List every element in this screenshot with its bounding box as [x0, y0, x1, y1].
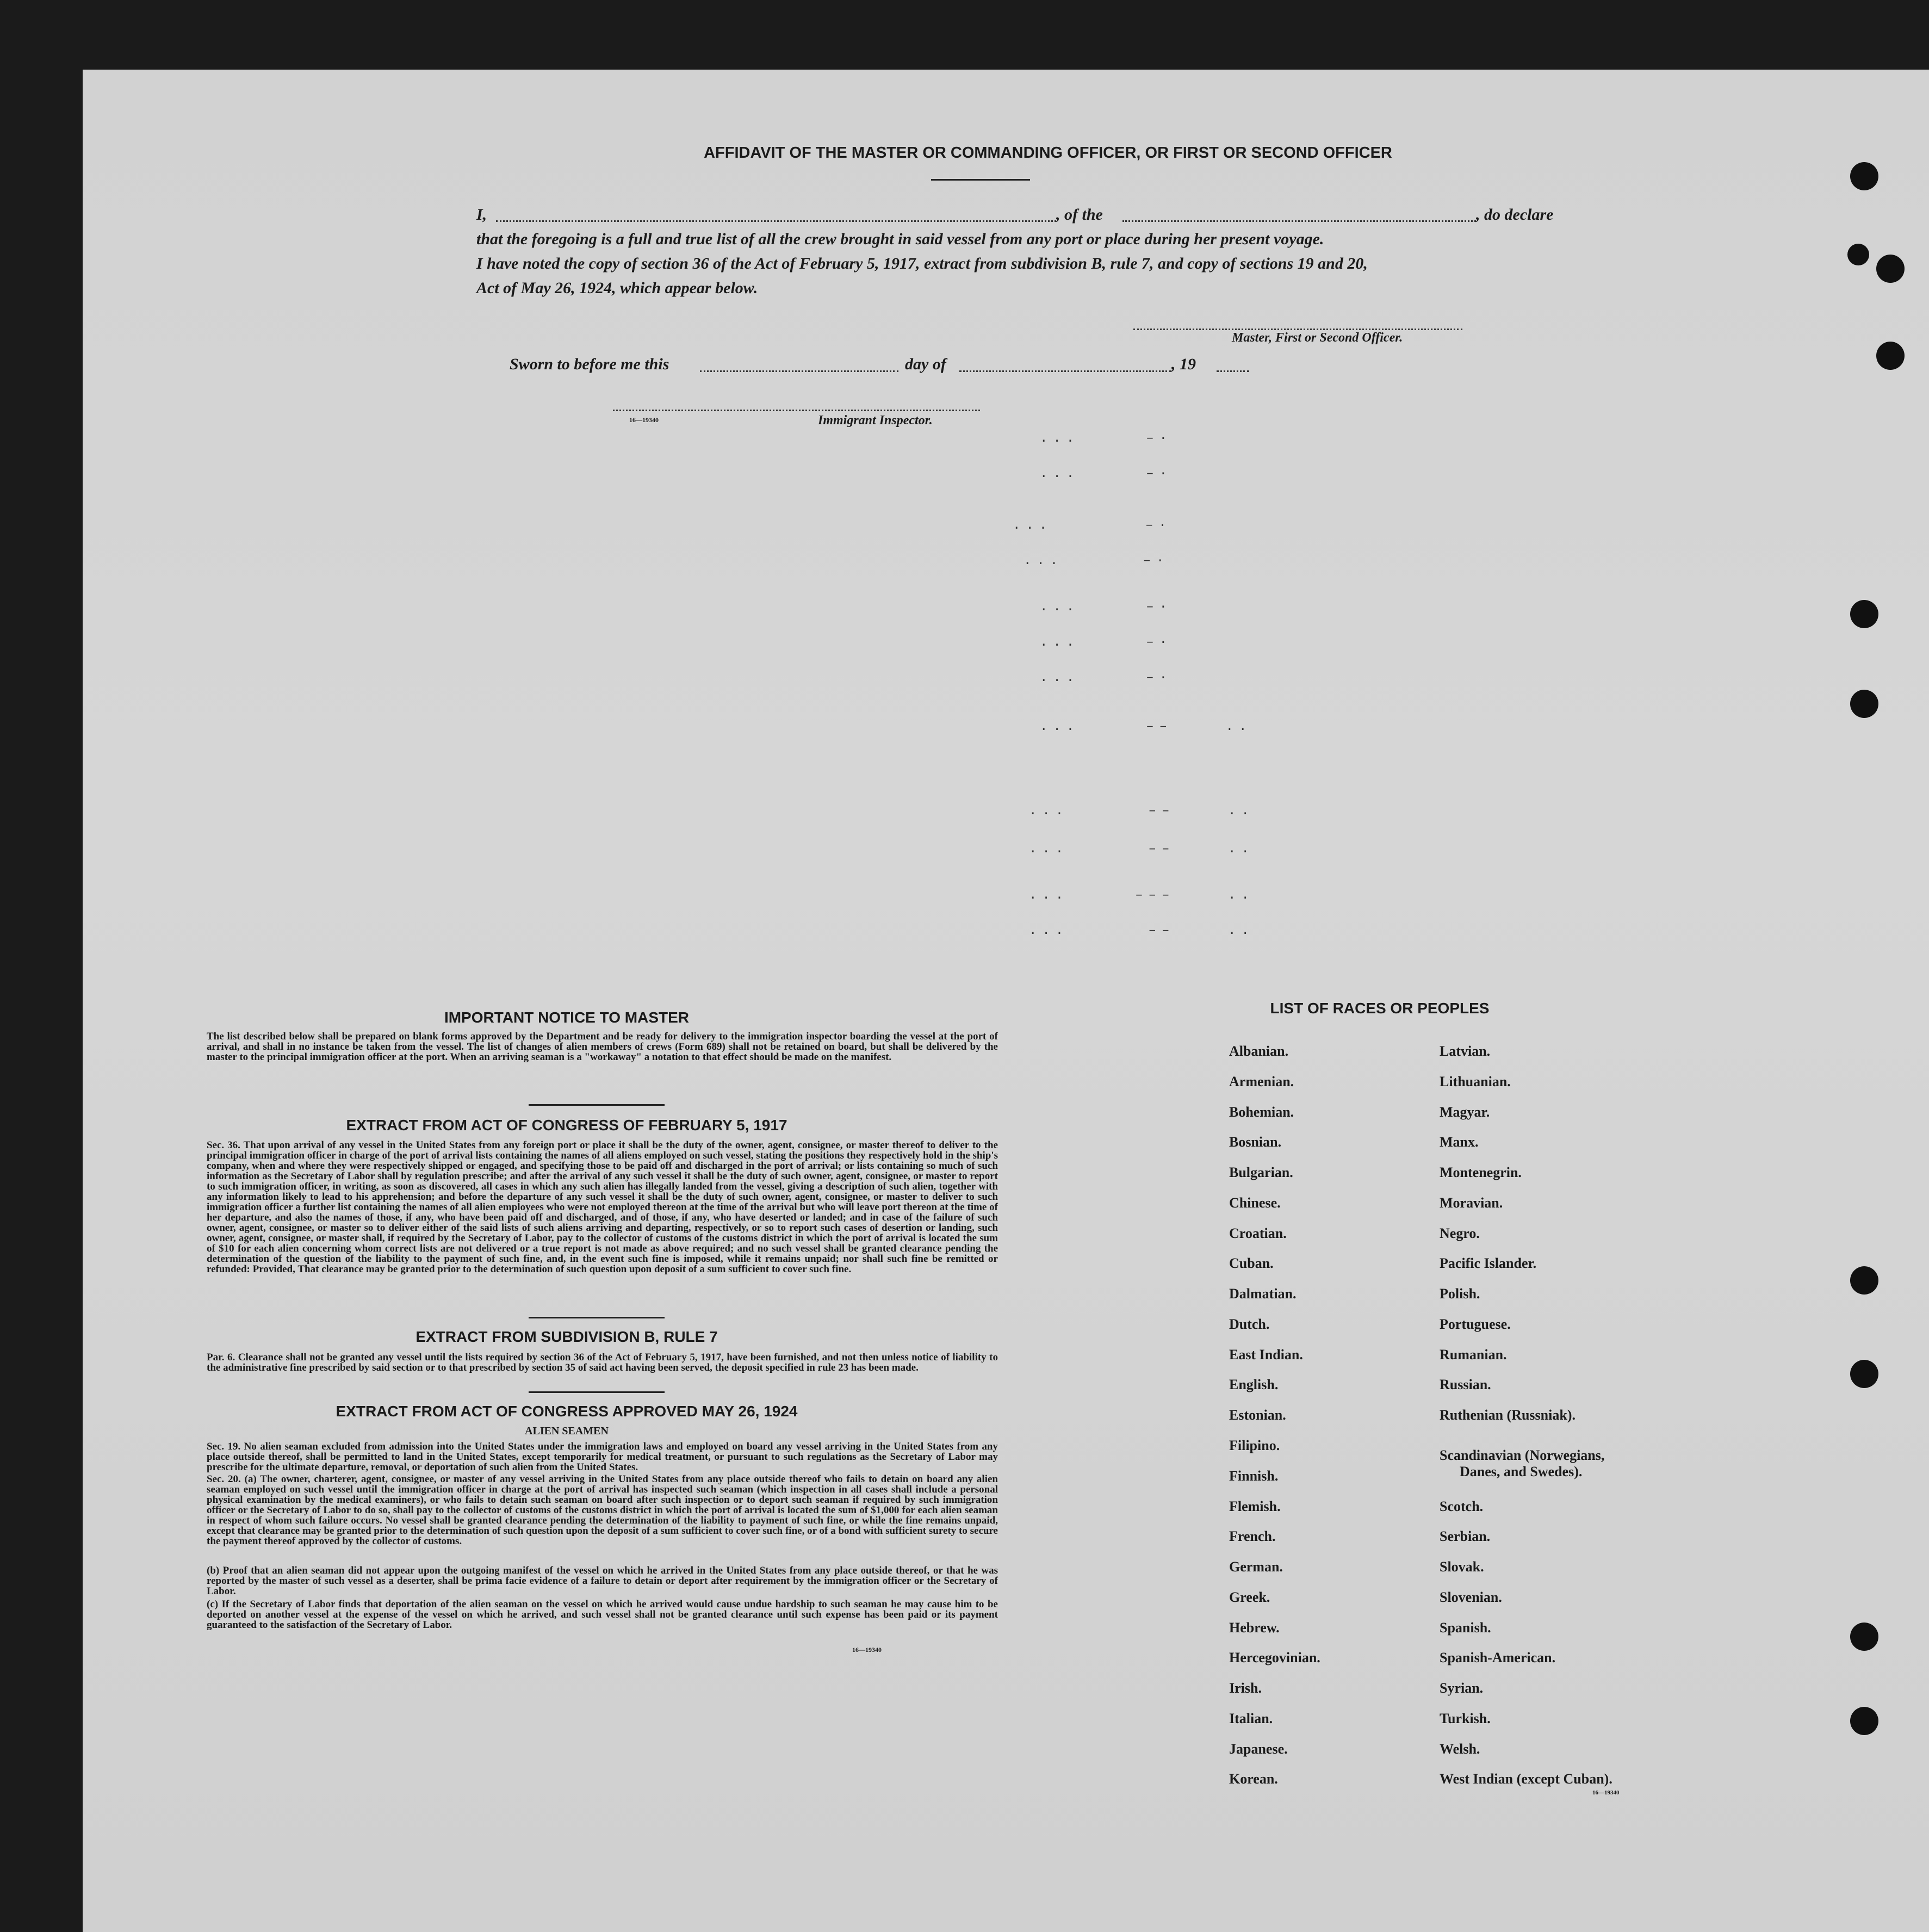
- bleed-marks: ... –·: [1040, 467, 1173, 481]
- form-number: 16—19340: [1592, 1789, 1620, 1796]
- race-item: Armenian.: [1229, 1074, 1294, 1089]
- race-item: Moravian.: [1440, 1195, 1503, 1211]
- divider: [529, 1317, 665, 1318]
- race-item: Bosnian.: [1229, 1134, 1282, 1150]
- divider: [931, 179, 1030, 181]
- race-item: Finnish.: [1229, 1468, 1279, 1484]
- blank-name: [496, 220, 1056, 222]
- inspector-label: Immigrant Inspector.: [818, 413, 933, 428]
- extract-1924-sec19: Sec. 19. No alien seaman excluded from admission into the United States under the immigration laws and employed on board any vessel arriving in the United States from any place outside thereof, shall be permitted to land in the United States, except temporarily for medical treatment, or pursuant to such regulations as the Secretary of Labor may prescribe for the ultimate departure, removal, or deportation of such alien from the United States.: [207, 1441, 998, 1473]
- bleed-marks: ... –– ..: [1029, 842, 1255, 857]
- race-item: Bulgarian.: [1229, 1165, 1293, 1180]
- race-item: Croatian.: [1229, 1225, 1287, 1241]
- race-item: Japanese.: [1229, 1741, 1288, 1757]
- race-item: Korean.: [1229, 1771, 1278, 1787]
- races-heading: LIST OF RACES OR PEOPLES: [1270, 1000, 1490, 1017]
- inspector-signature-line: [613, 410, 980, 411]
- notice-text: The list described below shall be prepared on blank forms approved by the Department and be ready for delivery to the immigration inspector boarding the vessel at the port of arrival, and shall in no instance be taken from the vessel. The list of changes of alien members of crews (Form 689) shall not be retained on board, but shall be delivered by the master to the principal immigration officer at the port. When an arriving seaman is a "workaway" a notation to that effect should be made on the manifest.: [207, 1031, 998, 1063]
- bleed-marks: ... –·: [1040, 671, 1173, 685]
- race-item: Irish.: [1229, 1680, 1262, 1696]
- race-item: Lithuanian.: [1440, 1074, 1511, 1089]
- race-item: Rumanian.: [1440, 1347, 1507, 1363]
- bleed-marks: ... –·: [1040, 635, 1173, 650]
- notice-heading: IMPORTANT NOTICE TO MASTER: [444, 1009, 690, 1026]
- divider: [529, 1391, 665, 1393]
- race-item: Estonian.: [1229, 1407, 1286, 1423]
- bleed-marks: ... –– ..: [1029, 924, 1255, 938]
- blank-year: [1217, 370, 1249, 372]
- extract-1917-heading: EXTRACT FROM ACT OF CONGRESS OF FEBRUARY 5, 1917: [346, 1117, 787, 1134]
- race-item: German.: [1229, 1559, 1283, 1575]
- extract-1924-sec20a: Sec. 20. (a) The owner, charterer, agent, consignee, or master of any vessel arriving in the United States from any place outside thereof who fails to detain on board any alien seaman employed on such vessel until the immigration officer in charge at the port of arrival has inspected such seaman (which inspection in all cases shall include a personal physical examination by the medical examiners), or who fails to detain such seaman on board after such inspection or to deport such seaman if required by such immigration officer or the Secretary of Labor to do so, shall pay to the collector of customs of the customs district in which the port of arrival is located the sum of $1,000 for each alien seaman in respect of whom such failure occurs. No vessel shall be granted clearance pending the determination of the liability to payment of such fine, or while the fine remains unpaid, except that clearance may be granted prior to the determination of such question upon the deposit of a sum sufficient to cover such fine, or of a bond with sufficient surety to secure the payment thereof approved by the collector of customs.: [207, 1473, 998, 1547]
- declaration-i: I,: [476, 206, 487, 224]
- divider: [529, 1104, 665, 1106]
- bleed-marks: ... –– ..: [1040, 720, 1252, 734]
- punch-hole: [1876, 342, 1905, 370]
- race-item: Pacific Islander.: [1440, 1255, 1537, 1271]
- sworn-year: , 19: [1171, 355, 1196, 373]
- race-item: Spanish-American.: [1440, 1650, 1556, 1665]
- punch-hole: [1850, 600, 1878, 628]
- extract-rule7-heading: EXTRACT FROM SUBDIVISION B, RULE 7: [415, 1328, 718, 1345]
- race-item: Hercegovinian.: [1229, 1650, 1320, 1665]
- race-item: Magyar.: [1440, 1104, 1490, 1120]
- extract-1917-text: Sec. 36. That upon arrival of any vessel in the United States from any foreign port or place it shall be the duty of the owner, agent, consignee, or master thereof to deliver to the principal immigration officer in charge of the port of arrival lists containing the names of all aliens employed on such vessel, stating the positions they respectively hold in the ship's company, when and where they were respectively shipped or engaged, and specifying those to be paid off and discharged in the port of arrival; or lists containing so much of such information as the Secretary of Labor shall by regulation prescribe; and after the arrival of any such vessel it shall be the duty of such owner, agent, consignee, or master to report to such immigration officer, in writing, as soon as discovered, all cases in which any such alien has illegally landed from the vessel, giving a description of such alien, together with any information likely to lead to his apprehension; and before the departure of any such vessel it shall be the duty of such owner, agent, consignee, or master to deliver to such immigration officer a further list containing the names of all alien employees who were not employed thereon at the time of the arrival but who will leave port thereon at the time of her departure, and also the names of those, if any, who have been paid off and discharged, and of those, if any, who have deserted or landed; and in case of the failure of such owner, agent, consignee, or master so to deliver either of the said lists of such aliens arriving and departing, respectively, or so to report such cases of desertion or landing, such owner, agent, consignee, or master shall, if required by the Secretary of Labor, pay to the collector of customs of the customs district in which the port of arrival is located the sum of $10 for each alien concerning whom correct lists are not delivered or a true report is not made as above required; and no such vessel shall be granted clearance pending the determination of the question of the liability to the payment of such fine, and, in the event such fine is imposed, while it remains unpaid; nor shall such fine be remitted or refunded: Provided, That clearance may be granted prior to the determination of such question upon deposit of a sum sufficient to cover such fine.: [207, 1140, 998, 1275]
- punch-hole: [1876, 255, 1905, 283]
- signature-label: Master, First or Second Officer.: [1232, 331, 1403, 345]
- race-item: Flemish.: [1229, 1498, 1281, 1514]
- bleed-marks: ... –·: [1040, 431, 1173, 446]
- blank-month: [959, 370, 1171, 372]
- race-item: Syrian.: [1440, 1680, 1484, 1696]
- race-item: Negro.: [1440, 1225, 1480, 1241]
- race-item: Slovenian.: [1440, 1589, 1502, 1605]
- race-item: Slovak.: [1440, 1559, 1484, 1575]
- extract-1924-sec20c: (c) If the Secretary of Labor finds that deportation of the alien seaman on the vessel on which he arrived would cause undue hardship to such seaman he may cause him to be deported on another vessel at the expense of the vessel on which he arrived, and such vessel shall not be granted clearance until such expense has been paid or its payment guaranteed to the satisfaction of the Secretary of Labor.: [207, 1599, 998, 1631]
- declaration-line-3: I have noted the copy of section 36 of the Act of February 5, 1917, extract from subdivision B, rule 7, and copy of sections 19 and 20,: [476, 255, 1368, 273]
- punch-hole: [1850, 690, 1878, 718]
- race-item: Hebrew.: [1229, 1620, 1280, 1636]
- bleed-marks: ... –·: [1040, 600, 1173, 615]
- race-item: Montenegrin.: [1440, 1165, 1522, 1180]
- race-item: Greek.: [1229, 1589, 1270, 1605]
- extract-rule7-text: Par. 6. Clearance shall not be granted any vessel until the lists required by section 36 of the Act of February 5, 1917, have been furnished, and not then unless notice of liability to the administrative fine prescribed by said section or to that prescribed by section 35 of said act having been served, the deposit specified in rule 23 has been made.: [207, 1352, 998, 1373]
- race-item: West Indian (except Cuban).: [1440, 1771, 1612, 1787]
- race-item: Ruthenian (Russniak).: [1440, 1407, 1576, 1423]
- punch-hole: [1850, 1623, 1878, 1651]
- sworn-day-of: day of: [905, 355, 946, 373]
- signature-line: [1133, 329, 1462, 330]
- race-item: Dalmatian.: [1229, 1286, 1297, 1302]
- race-item: Scandinavian (Norwegians,: [1440, 1447, 1605, 1463]
- race-item: Spanish.: [1440, 1620, 1491, 1636]
- race-item: Welsh.: [1440, 1741, 1480, 1757]
- race-item: Serbian.: [1440, 1528, 1491, 1544]
- bleed-marks: ... ––– ..: [1029, 888, 1255, 903]
- document-page: [83, 70, 1929, 1932]
- punch-hole: [1850, 1266, 1878, 1295]
- race-item: French.: [1229, 1528, 1276, 1544]
- bleed-marks: ... –– ..: [1029, 804, 1255, 819]
- race-item-continued: Danes, and Swedes).: [1460, 1464, 1583, 1479]
- race-item: Dutch.: [1229, 1316, 1270, 1332]
- race-item: East Indian.: [1229, 1347, 1303, 1363]
- form-number: 16—19340: [852, 1646, 882, 1654]
- blank-vessel: [1122, 220, 1476, 222]
- form-number: 16—19340: [629, 416, 659, 424]
- race-item: Italian.: [1229, 1711, 1273, 1726]
- race-item: Filipino.: [1229, 1438, 1280, 1453]
- race-item: Albanian.: [1229, 1043, 1289, 1059]
- affidavit-heading: AFFIDAVIT OF THE MASTER OR COMMANDING OFFICER, OR FIRST OR SECOND OFFICER: [704, 144, 1392, 162]
- declaration-line-2: that the foregoing is a full and true list of all the crew brought in said vessel from any port or place during her present voyage.: [476, 230, 1324, 248]
- extract-1924-sec20b: (b) Proof that an alien seaman did not appear upon the outgoing manifest of the vessel on which he arrived in the United States from any place outside thereof, or that he was reported by the master of such vessel as a deserter, shall be prima facie evidence of a failure to detain or deport after requirement by the immigration officer or the Secretary of Labor.: [207, 1565, 998, 1597]
- punch-hole: [1850, 1360, 1878, 1388]
- race-item: English.: [1229, 1377, 1279, 1392]
- sworn-label: Sworn to before me this: [510, 355, 669, 373]
- race-item: Portuguese.: [1440, 1316, 1511, 1332]
- bleed-marks: ... –·: [1024, 554, 1170, 568]
- race-item: Polish.: [1440, 1286, 1480, 1302]
- bleed-marks: ... –·: [1013, 518, 1172, 533]
- race-item: Russian.: [1440, 1377, 1491, 1392]
- punch-hole: [1847, 244, 1869, 265]
- blank-day: [700, 370, 898, 372]
- extract-1924-heading: EXTRACT FROM ACT OF CONGRESS APPROVED MAY 26, 1924: [336, 1403, 798, 1420]
- declaration-do-declare: , do declare: [1476, 206, 1554, 224]
- race-item: Latvian.: [1440, 1043, 1491, 1059]
- punch-hole: [1850, 162, 1878, 190]
- punch-hole: [1850, 1707, 1878, 1735]
- declaration-line-4: Act of May 26, 1924, which appear below.: [476, 279, 758, 297]
- race-item: Scotch.: [1440, 1498, 1484, 1514]
- race-item: Cuban.: [1229, 1255, 1274, 1271]
- declaration-of-the: , of the: [1056, 206, 1103, 224]
- race-item: Bohemian.: [1229, 1104, 1294, 1120]
- extract-1924-subheading: ALIEN SEAMEN: [525, 1425, 609, 1437]
- race-item: Turkish.: [1440, 1711, 1491, 1726]
- race-item: Manx.: [1440, 1134, 1479, 1150]
- race-item: Chinese.: [1229, 1195, 1281, 1211]
